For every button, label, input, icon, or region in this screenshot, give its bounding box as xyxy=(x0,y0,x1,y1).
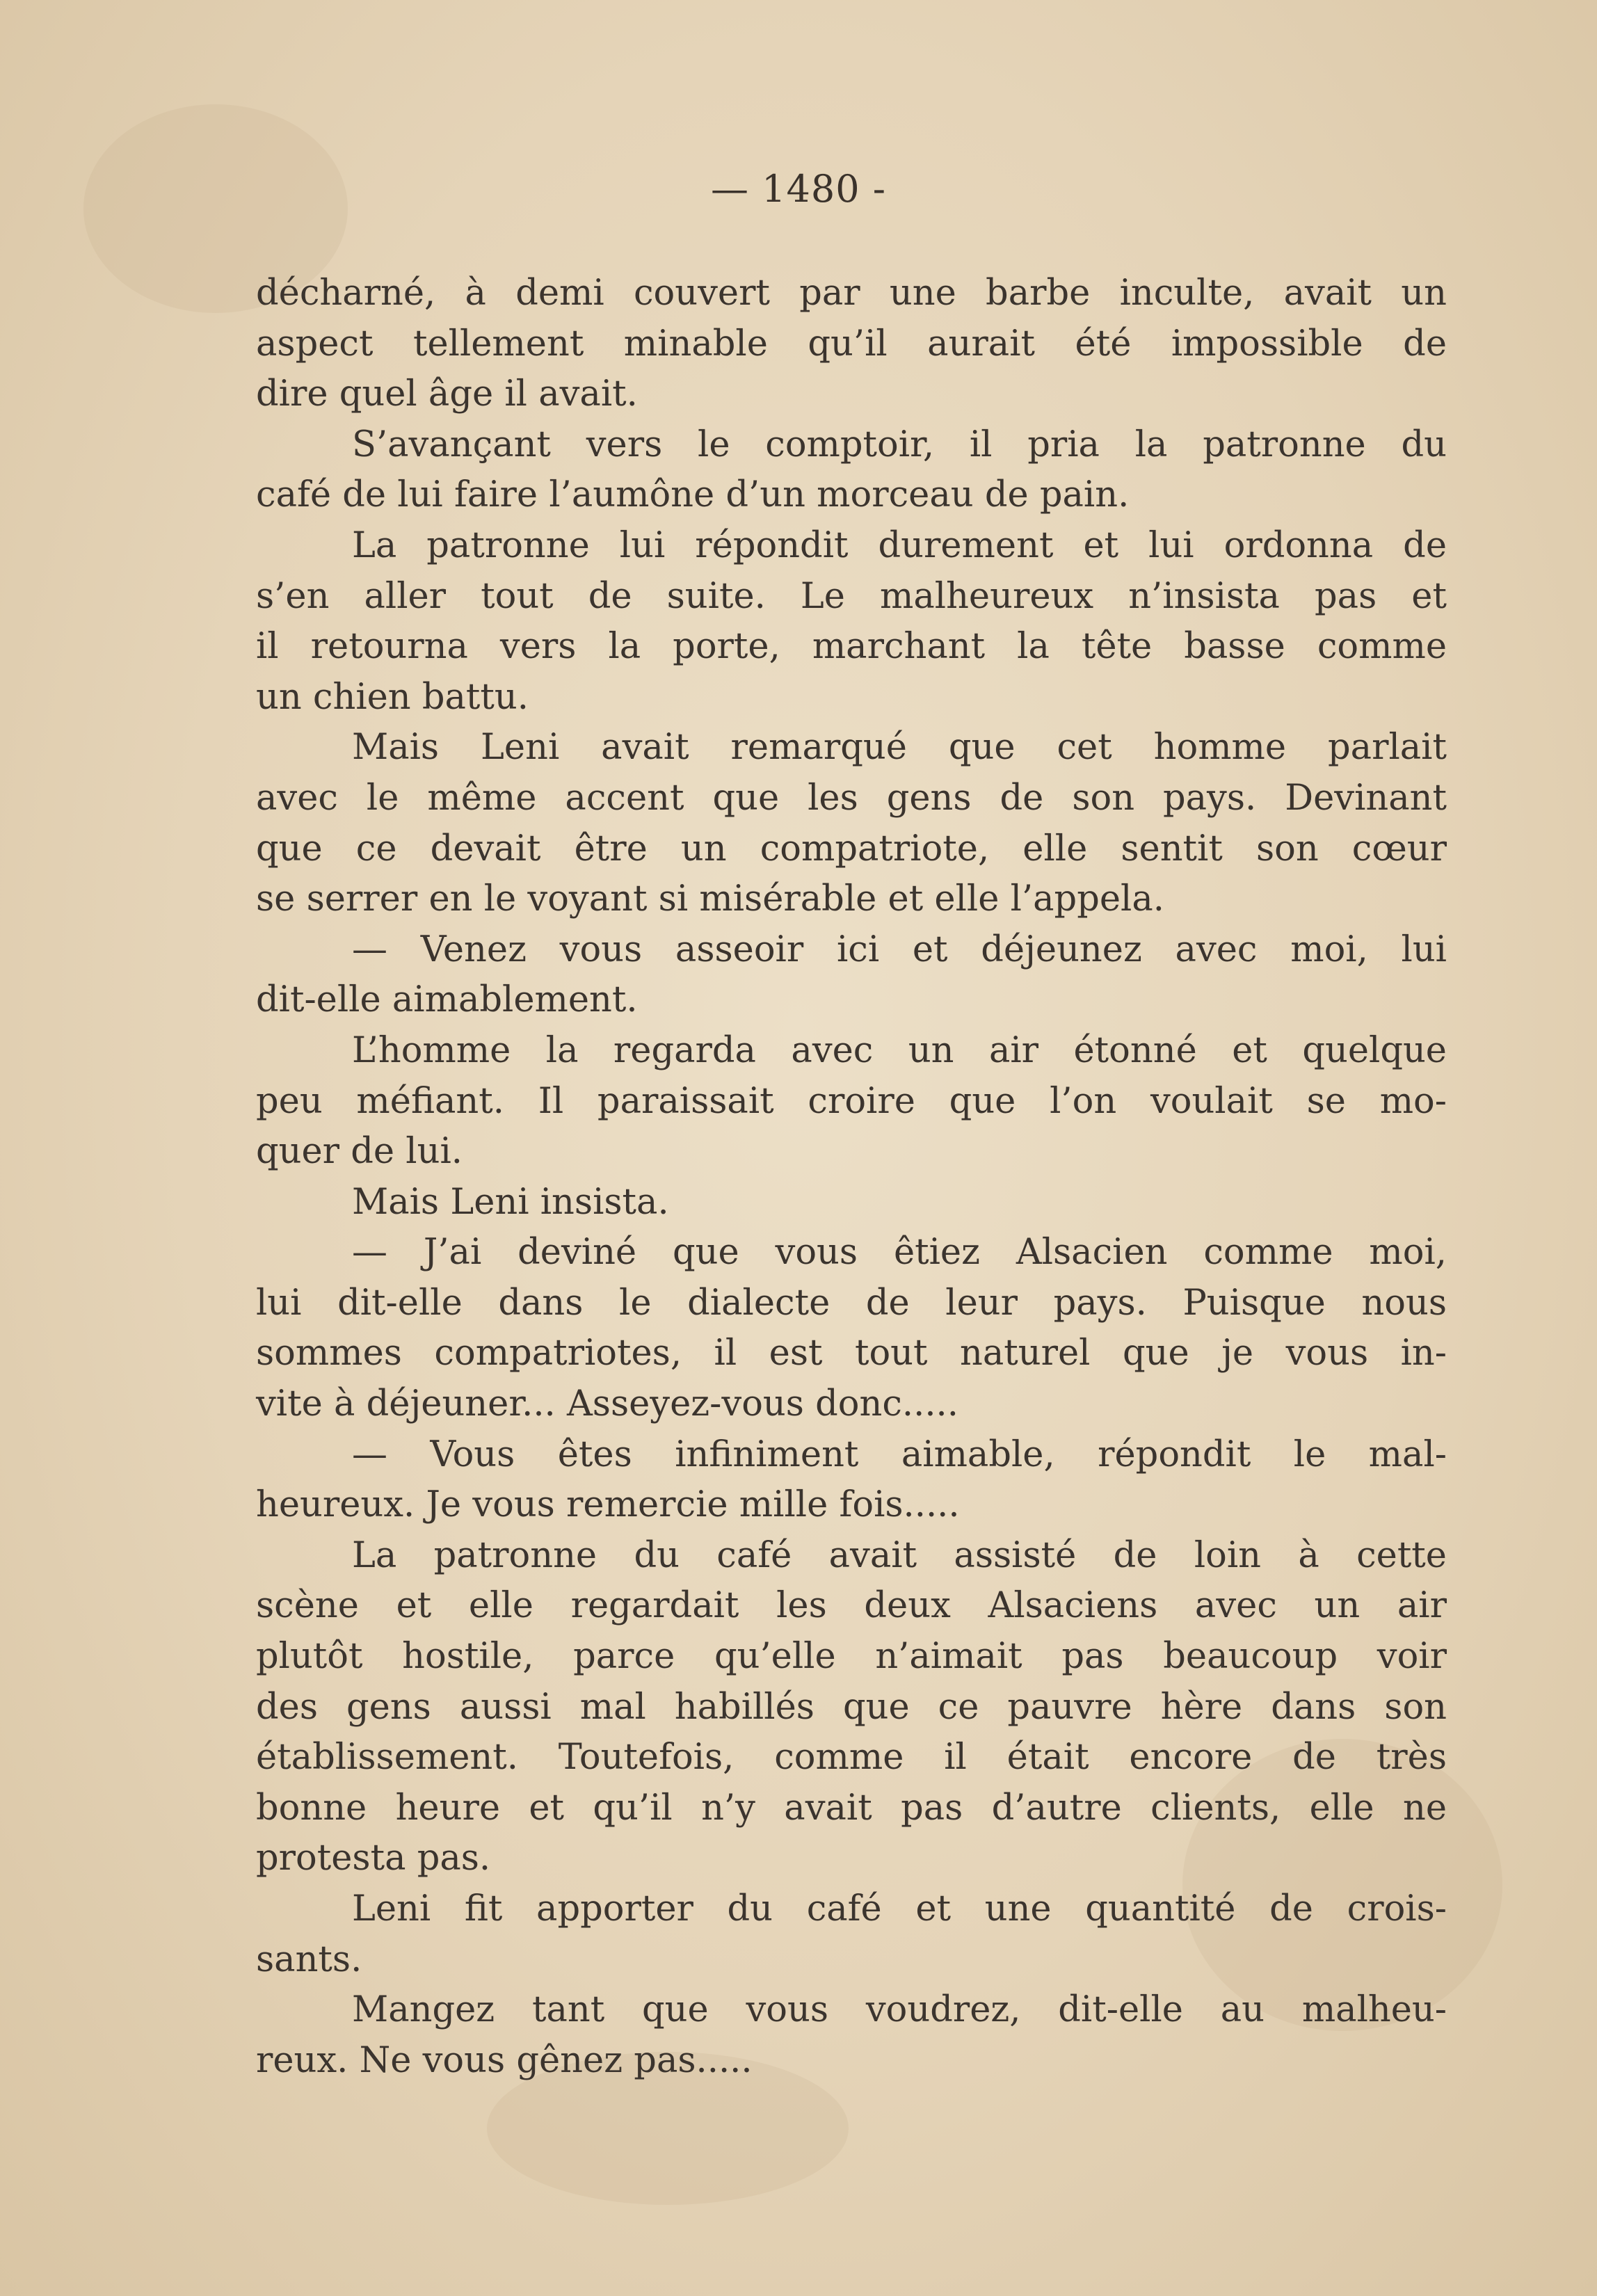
text-line: Mangez tant que vous voudrez, dit-elle au malheu- xyxy=(352,1989,1447,2031)
text-line: protesta pas. xyxy=(256,1838,491,1879)
text-line: Mais Leni insista. xyxy=(352,1181,669,1223)
text-line: quer de lui. xyxy=(256,1131,463,1173)
text-line: que ce devait être un compatriote, elle sentit son cœur xyxy=(256,828,1447,869)
text-line: lui dit-elle dans le dialecte de leur pays. Puisque nous xyxy=(256,1282,1447,1324)
text-line: plutôt hostile, parce qu’elle n’aimait pas beaucoup voir xyxy=(256,1636,1447,1678)
text-line: sants. xyxy=(256,1938,362,1980)
text-line: aspect tellement minable qu’il aurait été impossible de xyxy=(256,323,1447,364)
text-line: peu méfiant. Il paraissait croire que l’on voulait se mo- xyxy=(256,1080,1447,1122)
text-line: — J’ai deviné que vous êtiez Alsacien comme moi, xyxy=(352,1232,1447,1274)
text-line: établissement. Toutefois, comme il était encore de très xyxy=(256,1737,1447,1779)
text-line: heureux. Je vous remercie mille fois..... xyxy=(256,1484,960,1526)
text-line: dire quel âge il avait. xyxy=(256,374,638,415)
text-line: L’homme la regarda avec un air étonné et quelque xyxy=(352,1029,1447,1071)
text-line: — Vous êtes infiniment aimable, répondit le mal- xyxy=(352,1434,1447,1475)
text-line: bonne heure et qu’il n’y avait pas d’autre clients, elle ne xyxy=(256,1787,1447,1829)
text-line: vite à déjeuner... Asseyez-vous donc..... xyxy=(256,1383,958,1425)
text-line: scène et elle regardait les deux Alsaciens avec un air xyxy=(256,1585,1447,1627)
text-line: Leni fit apporter du café et une quantité de crois- xyxy=(352,1888,1447,1929)
text-line: dit-elle aimablement. xyxy=(256,979,638,1021)
text-line: décharné, à demi couvert par une barbe inculte, avait un xyxy=(256,273,1447,314)
text-line: se serrer en le voyant si misérable et elle l’appela. xyxy=(256,878,1164,920)
text-line: La patronne du café avait assisté de loin à cette xyxy=(352,1534,1447,1576)
body-text xyxy=(256,268,1447,2086)
text-line: avec le même accent que les gens de son pays. Devinant xyxy=(256,777,1447,819)
text-line: Mais Leni avait remarqué que cet homme parlait xyxy=(352,727,1447,769)
text-line: sommes compatriotes, il est tout naturel que je vous in- xyxy=(256,1333,1447,1374)
text-line: café de lui faire l’aumône d’un morceau de pain. xyxy=(256,474,1130,516)
text-line: s’en aller tout de suite. Le malheureux n’insista pas et xyxy=(256,575,1447,617)
text-line: — Venez vous asseoir ici et déjeunez avec moi, lui xyxy=(352,929,1447,970)
text-line: il retourna vers la porte, marchant la tête basse comme xyxy=(256,626,1447,668)
text-line: La patronne lui répondit durement et lui ordonna de xyxy=(352,524,1447,566)
page-number: — 1480 - xyxy=(710,167,886,211)
text-line: des gens aussi mal habillés que ce pauvre hère dans son xyxy=(256,1686,1447,1728)
text-line: S’avançant vers le comptoir, il pria la patronne du xyxy=(352,424,1447,465)
text-line: reux. Ne vous gênez pas..... xyxy=(256,2039,753,2081)
text-line: un chien battu. xyxy=(256,676,529,718)
